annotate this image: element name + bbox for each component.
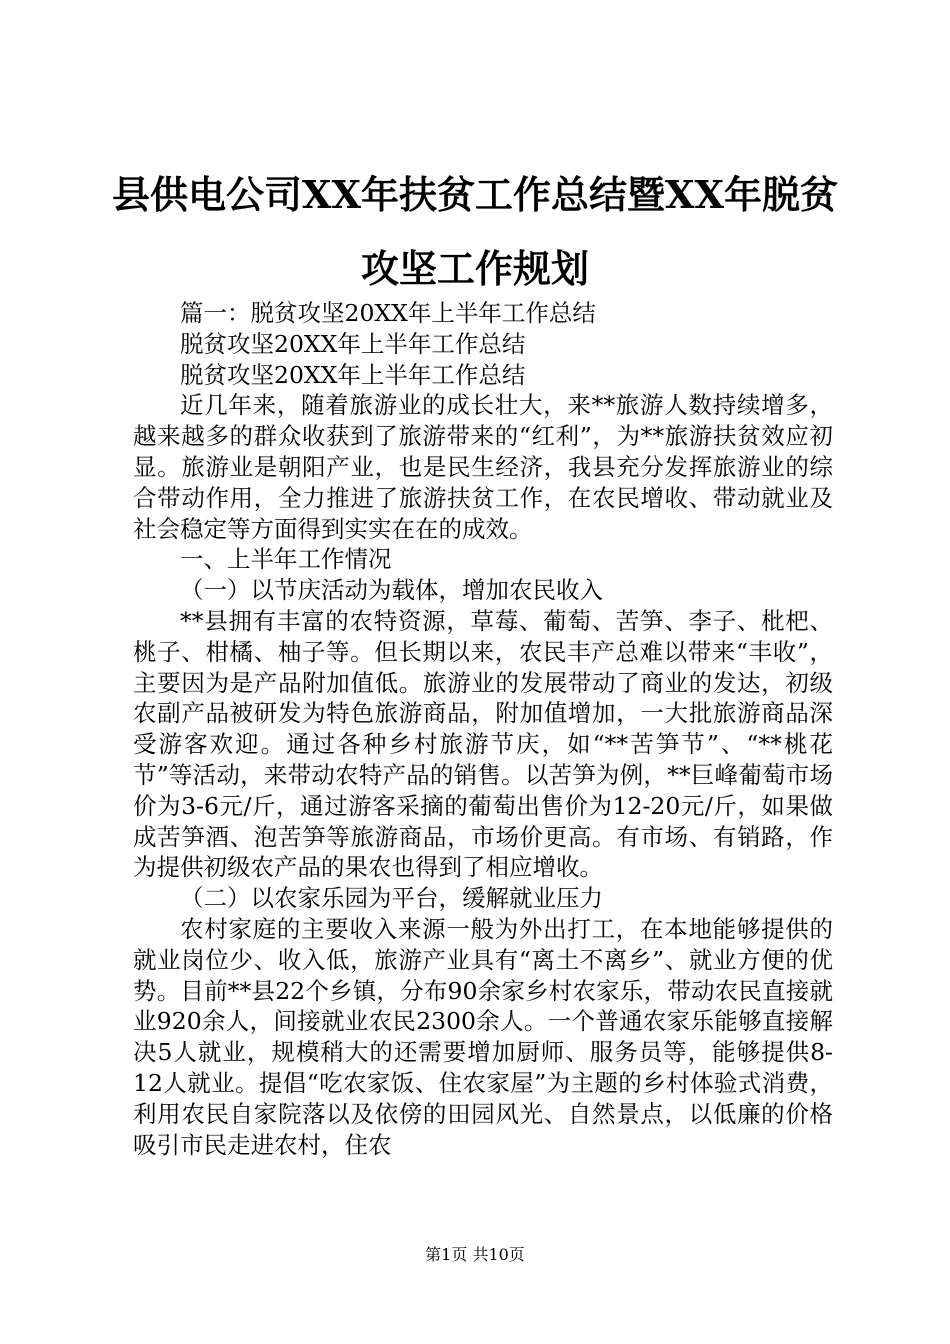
section-heading: 一、上半年工作情况 <box>180 545 392 574</box>
subtitle-line: 脱贫攻坚20XX年上半年工作总结 <box>180 329 526 358</box>
body-paragraph: 农村家庭的主要收入来源一般为外出打工，在本地能够提供的就业岗位少、收入低，旅游产业具有“离土不离乡”、就业方便的优势。目前**县22个乡镇，分布90余家乡村农家乐，带动农民直接就业920余人，间接就业农民2300余人。一个普通农家乐能够直接解决5人就业，规模稍大的还需要增加厨师、服务员等，能够提供8-12人就业。提倡“吃农家饭、住农家屋”为主题的乡村体验式消费，利用农民自家院落以及依傍的田园风光、自然景点，以低廉的价格吸引市民走进农村，住农 <box>133 914 833 1159</box>
document-title: 县供电公司XX年扶贫工作总结暨XX年脱贫攻坚工作规划 <box>112 172 838 291</box>
subsection-heading: （二）以农家乐园为平台，缓解就业压力 <box>180 884 603 913</box>
body-paragraph: 近几年来，随着旅游业的成长壮大，来**旅游人数持续增多，越来越多的群众收获到了旅游带来的“红利”，为**旅游扶贫效应初显。旅游业是朝阳产业，也是民生经济，我县充分发挥旅游业的综合带动作用，全力推进了旅游扶贫工作，在农民增收、带动就业及社会稳定等方面得到实实在在的成效。 <box>133 391 833 543</box>
body-paragraph: **县拥有丰富的农特资源，草莓、葡萄、苦笋、李子、枇杷、桃子、柑橘、柚子等。但长期以来，农民丰产总难以带来“丰收”，主要因为是产品附加值低。旅游业的发展带动了商业的发达，初级农副产品被研发为特色旅游商品，附加值增加，一大批旅游商品深受游客欢迎。通过各种乡村旅游节庆，如“**苦笋节”、“**桃花节”等活动，来带动农特产品的销售。以苦笋为例，**巨峰葡萄市场价为3-6元/斤，通过游客采摘的葡萄出售价为12-20元/斤，如果做成苦笋酒、泡苦笋等旅游商品，市场价更高。有市场、有销路，作为提供初级农产品的果农也得到了相应增收。 <box>133 606 833 882</box>
section-heading-chapter: 篇一：脱贫攻坚20XX年上半年工作总结 <box>180 299 596 327</box>
document-body <box>133 298 833 1160</box>
subsection-heading: （一）以节庆活动为载体，增加农民收入 <box>180 576 603 605</box>
subtitle-line: 脱贫攻坚20XX年上半年工作总结 <box>180 360 526 389</box>
page-footer: 第1页 共10页 <box>425 1245 525 1264</box>
